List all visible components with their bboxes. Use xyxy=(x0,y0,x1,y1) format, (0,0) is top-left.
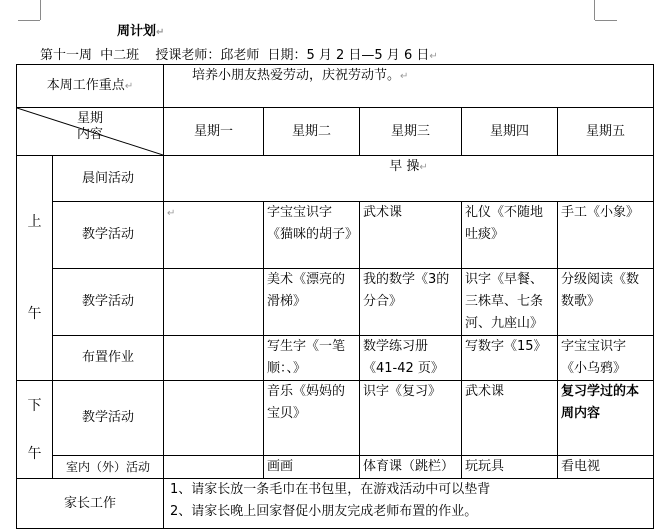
homework-tue: 写生字《一笔顺：、》 xyxy=(264,336,360,381)
teach-row-2 xyxy=(17,269,654,336)
parents-line-2: 2、请家长晚上回家督促小朋友完成老师布置的作业。 xyxy=(170,504,478,519)
day-header-wed: 星期三 xyxy=(360,108,462,156)
class-label: 中二班 xyxy=(100,48,140,63)
crop-mark-top-right-h xyxy=(595,20,617,21)
teach3-thu: 武术课 xyxy=(462,381,558,456)
teach1-fri: 手工《小象》 xyxy=(558,202,654,269)
parents-label: 家长工作 xyxy=(17,479,164,529)
indoor-thu: 玩玩具 xyxy=(462,456,558,479)
document-subtitle: 第十一周 中二班 授课老师：邱老师 日期：5 月 2 日—5 月 6 日↵ xyxy=(40,44,438,63)
homework-thu: 写数字《15》 xyxy=(462,336,558,381)
teach-row-3 xyxy=(17,381,654,456)
date-label: 日期：5 月 2 日—5 月 6 日 xyxy=(267,48,430,63)
teach3-mon xyxy=(164,381,264,456)
teach2-mon xyxy=(164,269,264,336)
morning-side-label: 上 午 xyxy=(17,156,53,381)
indoor-fri: 看电视 xyxy=(558,456,654,479)
weekly-plan-table xyxy=(16,64,654,529)
teach1-wed: 武术课 xyxy=(360,202,462,269)
header-content-label: 内容 xyxy=(77,127,104,142)
indoor-row xyxy=(17,456,654,479)
teach3-wed: 识字《复习》 xyxy=(360,381,462,456)
teach-label-3: 教学活动 xyxy=(53,381,164,456)
teach3-tue: 音乐《妈妈的宝贝》 xyxy=(264,381,360,456)
indoor-mon xyxy=(164,456,264,479)
teach-label-2: 教学活动 xyxy=(53,269,164,336)
morning-activity-label: 晨间活动 xyxy=(53,156,164,202)
teacher-label: 授课老师：邱老师 xyxy=(155,48,260,63)
teach2-wed: 我的数学《3的分合》 xyxy=(360,269,462,336)
homework-fri: 字宝宝识字《小乌鸦》 xyxy=(558,336,654,381)
header-diagonal-cell xyxy=(17,108,164,156)
focus-label: 本周工作重点↵ xyxy=(17,65,164,108)
teach-row-1 xyxy=(17,202,654,269)
day-header-tue: 星期二 xyxy=(264,108,360,156)
indoor-wed: 体育课（跳栏） xyxy=(360,456,462,479)
indoor-label: 室内（外）活动 xyxy=(53,456,164,479)
indoor-tue: 画画 xyxy=(264,456,360,479)
afternoon-side-label: 下 午 xyxy=(17,381,53,479)
header-row xyxy=(17,108,654,156)
header-weekday-label: 星期 xyxy=(77,111,104,126)
teach-label-1: 教学活动 xyxy=(53,202,164,269)
teach1-mon: ↵ xyxy=(164,202,264,269)
teach1-tue: 字宝宝识字《猫咪的胡子》 xyxy=(264,202,360,269)
day-header-mon: 星期一 xyxy=(164,108,264,156)
homework-row xyxy=(17,336,654,381)
teach1-thu: 礼仪《不随地吐痰》 xyxy=(462,202,558,269)
morning-activity-row xyxy=(17,156,654,202)
crop-mark-top-left xyxy=(40,0,41,20)
week-label: 第十一周 xyxy=(40,48,93,63)
teach2-fri: 分级阅读《数数歌》 xyxy=(558,269,654,336)
homework-label: 布置作业 xyxy=(53,336,164,381)
teach2-tue: 美术《漂亮的滑梯》 xyxy=(264,269,360,336)
homework-wed: 数学练习册《41-42 页》 xyxy=(360,336,462,381)
day-header-fri: 星期五 xyxy=(558,108,654,156)
parents-content xyxy=(164,479,654,529)
parents-line-1: 1、请家长放一条毛巾在书包里，在游戏活动中可以垫背 xyxy=(170,482,491,497)
day-header-thu: 星期四 xyxy=(462,108,558,156)
focus-row xyxy=(17,65,654,108)
document-title: 周计划↵ xyxy=(117,24,165,39)
crop-mark-top-right xyxy=(594,0,595,20)
teach3-fri: 复习学过的本周内容 xyxy=(558,381,654,456)
teach2-thu: 识字《早餐、三株草、七条河、九座山》 xyxy=(462,269,558,336)
parents-row xyxy=(17,479,654,529)
homework-mon xyxy=(164,336,264,381)
morning-activity-content: 早 操↵ xyxy=(164,156,654,202)
focus-text: 培养小朋友热爱劳动，庆祝劳动节。↵ xyxy=(164,65,654,108)
crop-mark-top-left-h xyxy=(18,20,40,21)
